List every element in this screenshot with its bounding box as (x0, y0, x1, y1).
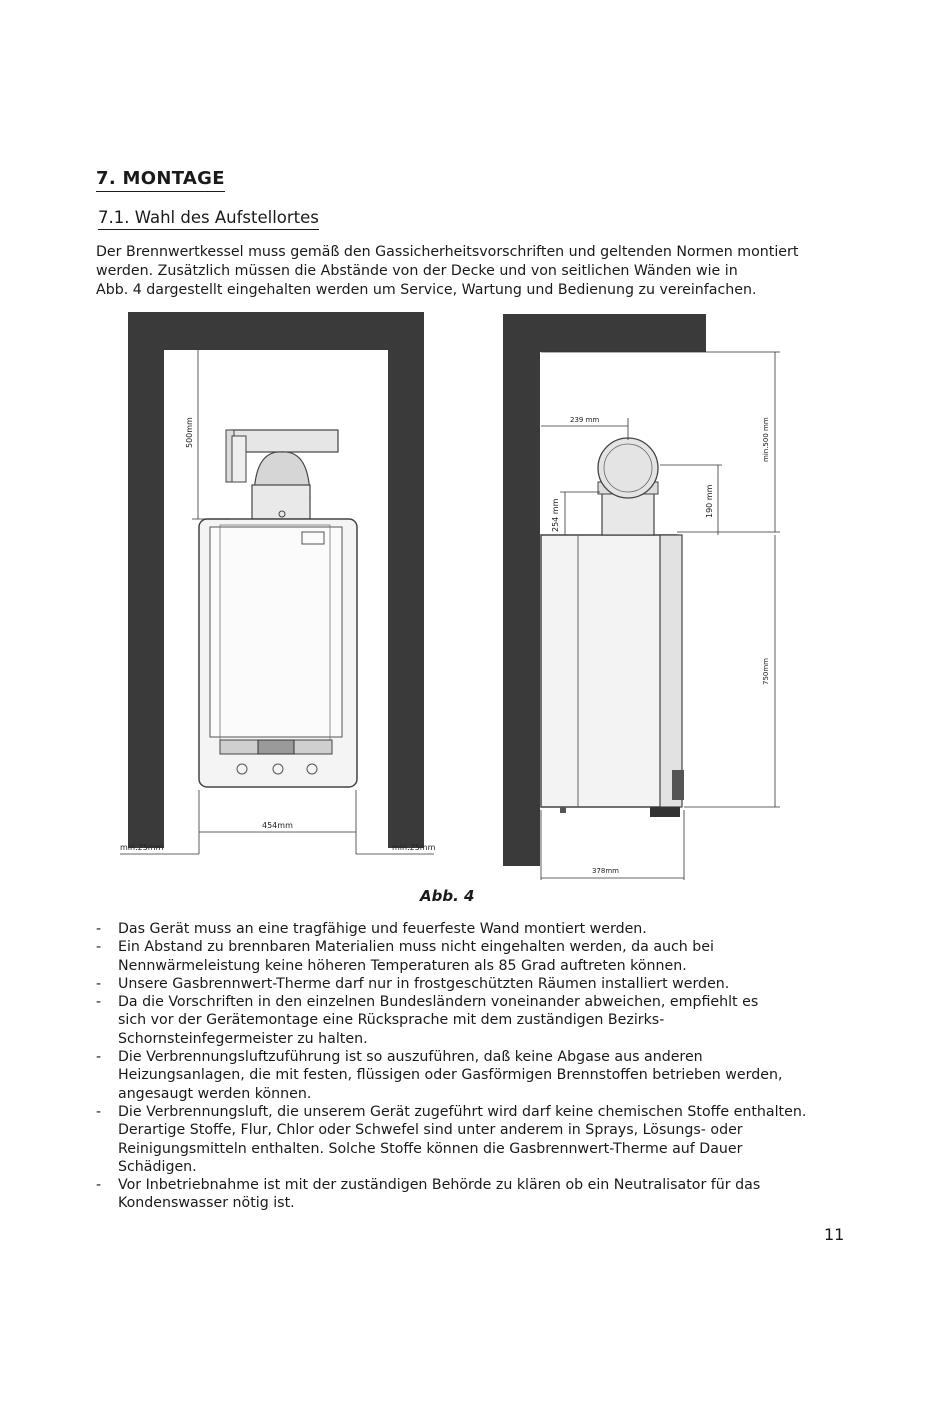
list-item (96, 938, 866, 975)
front-dim-right: min.25mm (392, 843, 436, 852)
list-item-line: Schornsteinfegermeister zu halten. (118, 1030, 368, 1047)
bullet-marker: - (96, 975, 102, 992)
list-item-line: Unsere Gasbrennwert-Therme darf nur in frostgeschützten Räumen installiert werden. (118, 975, 730, 992)
intro-line: Abb. 4 dargestellt eingehalten werden um Service, Wartung und Bedienung zu vereinfachen. (96, 282, 757, 298)
side-dim-top: min.500 mm (762, 417, 770, 462)
side-flue-elbow (598, 438, 658, 498)
side-dim-pipe-height-left: 254 mm (551, 498, 560, 532)
bullet-marker: - (96, 921, 102, 937)
list-item (96, 1103, 866, 1176)
front-dim-top: 500mm (185, 417, 194, 448)
bullet-marker: - (96, 939, 102, 956)
boiler-side (541, 535, 677, 807)
list-item-line: Die Verbrennungsluft, die unserem Gerät zugeführt wird darf keine chemischen Stoffe enthalten. (118, 1103, 807, 1120)
list-item-line: Die Verbrennungsluftzuführung ist so auszuführen, daß keine Abgase aus anderen (118, 1049, 703, 1066)
list-item (96, 1176, 866, 1213)
subsection-heading: 7.1. Wahl des Aufstellortes (98, 208, 319, 230)
side-dim-pipe-offset: 239 mm (570, 416, 600, 424)
figure-caption: Abb. 4 (420, 887, 475, 905)
list-item-line: Nennwärmeleistung keine höheren Temperaturen als 85 Grad auftreten können. (118, 957, 687, 974)
installation-diagram (0, 300, 950, 890)
list-item-line: Schädigen. (118, 1158, 197, 1175)
bullet-marker: - (96, 994, 102, 1011)
side-view (503, 314, 780, 880)
front-view (120, 312, 436, 854)
intro-line: werden. Zusätzlich müssen die Abstände von der Decke und von seitlichen Wänden wie in (96, 263, 738, 279)
list-item (96, 1048, 866, 1103)
list-item (96, 975, 866, 993)
side-dim-depth: 378mm (592, 867, 619, 875)
list-item-line: Das Gerät muss an eine tragfähige und feuerfeste Wand montiert werden. (118, 921, 647, 937)
page-number: 11 (824, 1225, 845, 1244)
list-item-line: Derartige Stoffe, Flur, Chlor oder Schwefel sind unter anderem in Sprays, Lösungs- oder (118, 1122, 743, 1139)
list-item-line: Heizungsanlagen, die mit festen, flüssigen oder Gasförmigen Brennstoffen betrieben werden, (118, 1067, 783, 1084)
bullet-marker: - (96, 1103, 102, 1120)
list-item (96, 993, 866, 1048)
list-item-line: Ein Abstand zu brennbaren Materialien muss nicht eingehalten werden, da auch bei (118, 939, 714, 956)
side-dim-pipe-height-right: 190 mm (705, 484, 714, 518)
list-item-line: Kondenswasser nötig ist. (118, 1195, 295, 1212)
list-item-line: Reinigungsmitteln enthalten. Solche Stoffe können die Gasbrennwert-Therme auf Dauer (118, 1140, 743, 1157)
front-dim-left: min.25mm (120, 843, 164, 852)
list-item-line: Vor Inbetriebnahme ist mit der zuständigen Behörde zu klären ob ein Neutralisator für das (118, 1177, 761, 1194)
list-item-line: Da die Vorschriften in den einzelnen Bundesländern voneinander abweichen, empfiehlt es (118, 994, 759, 1011)
list-item-line: angesaugt werden können. (118, 1085, 312, 1102)
list-item-line: sich vor der Gerätemontage eine Rücksprache mit dem zuständigen Bezirks- (118, 1012, 665, 1029)
section-heading: 7. MONTAGE (96, 168, 225, 192)
flue-pipe-vertical (252, 485, 310, 519)
bullet-marker: - (96, 1177, 102, 1194)
side-dim-height: 750mm (762, 658, 770, 685)
intro-paragraph (96, 243, 856, 300)
front-dim-width: 454mm (262, 821, 293, 830)
bullet-marker: - (96, 1049, 102, 1066)
list-item (96, 920, 866, 938)
intro-line: Der Brennwertkessel muss gemäß den Gassicherheitsvorschriften und geltenden Normen montiert (96, 244, 799, 260)
bullet-list (96, 920, 866, 1213)
